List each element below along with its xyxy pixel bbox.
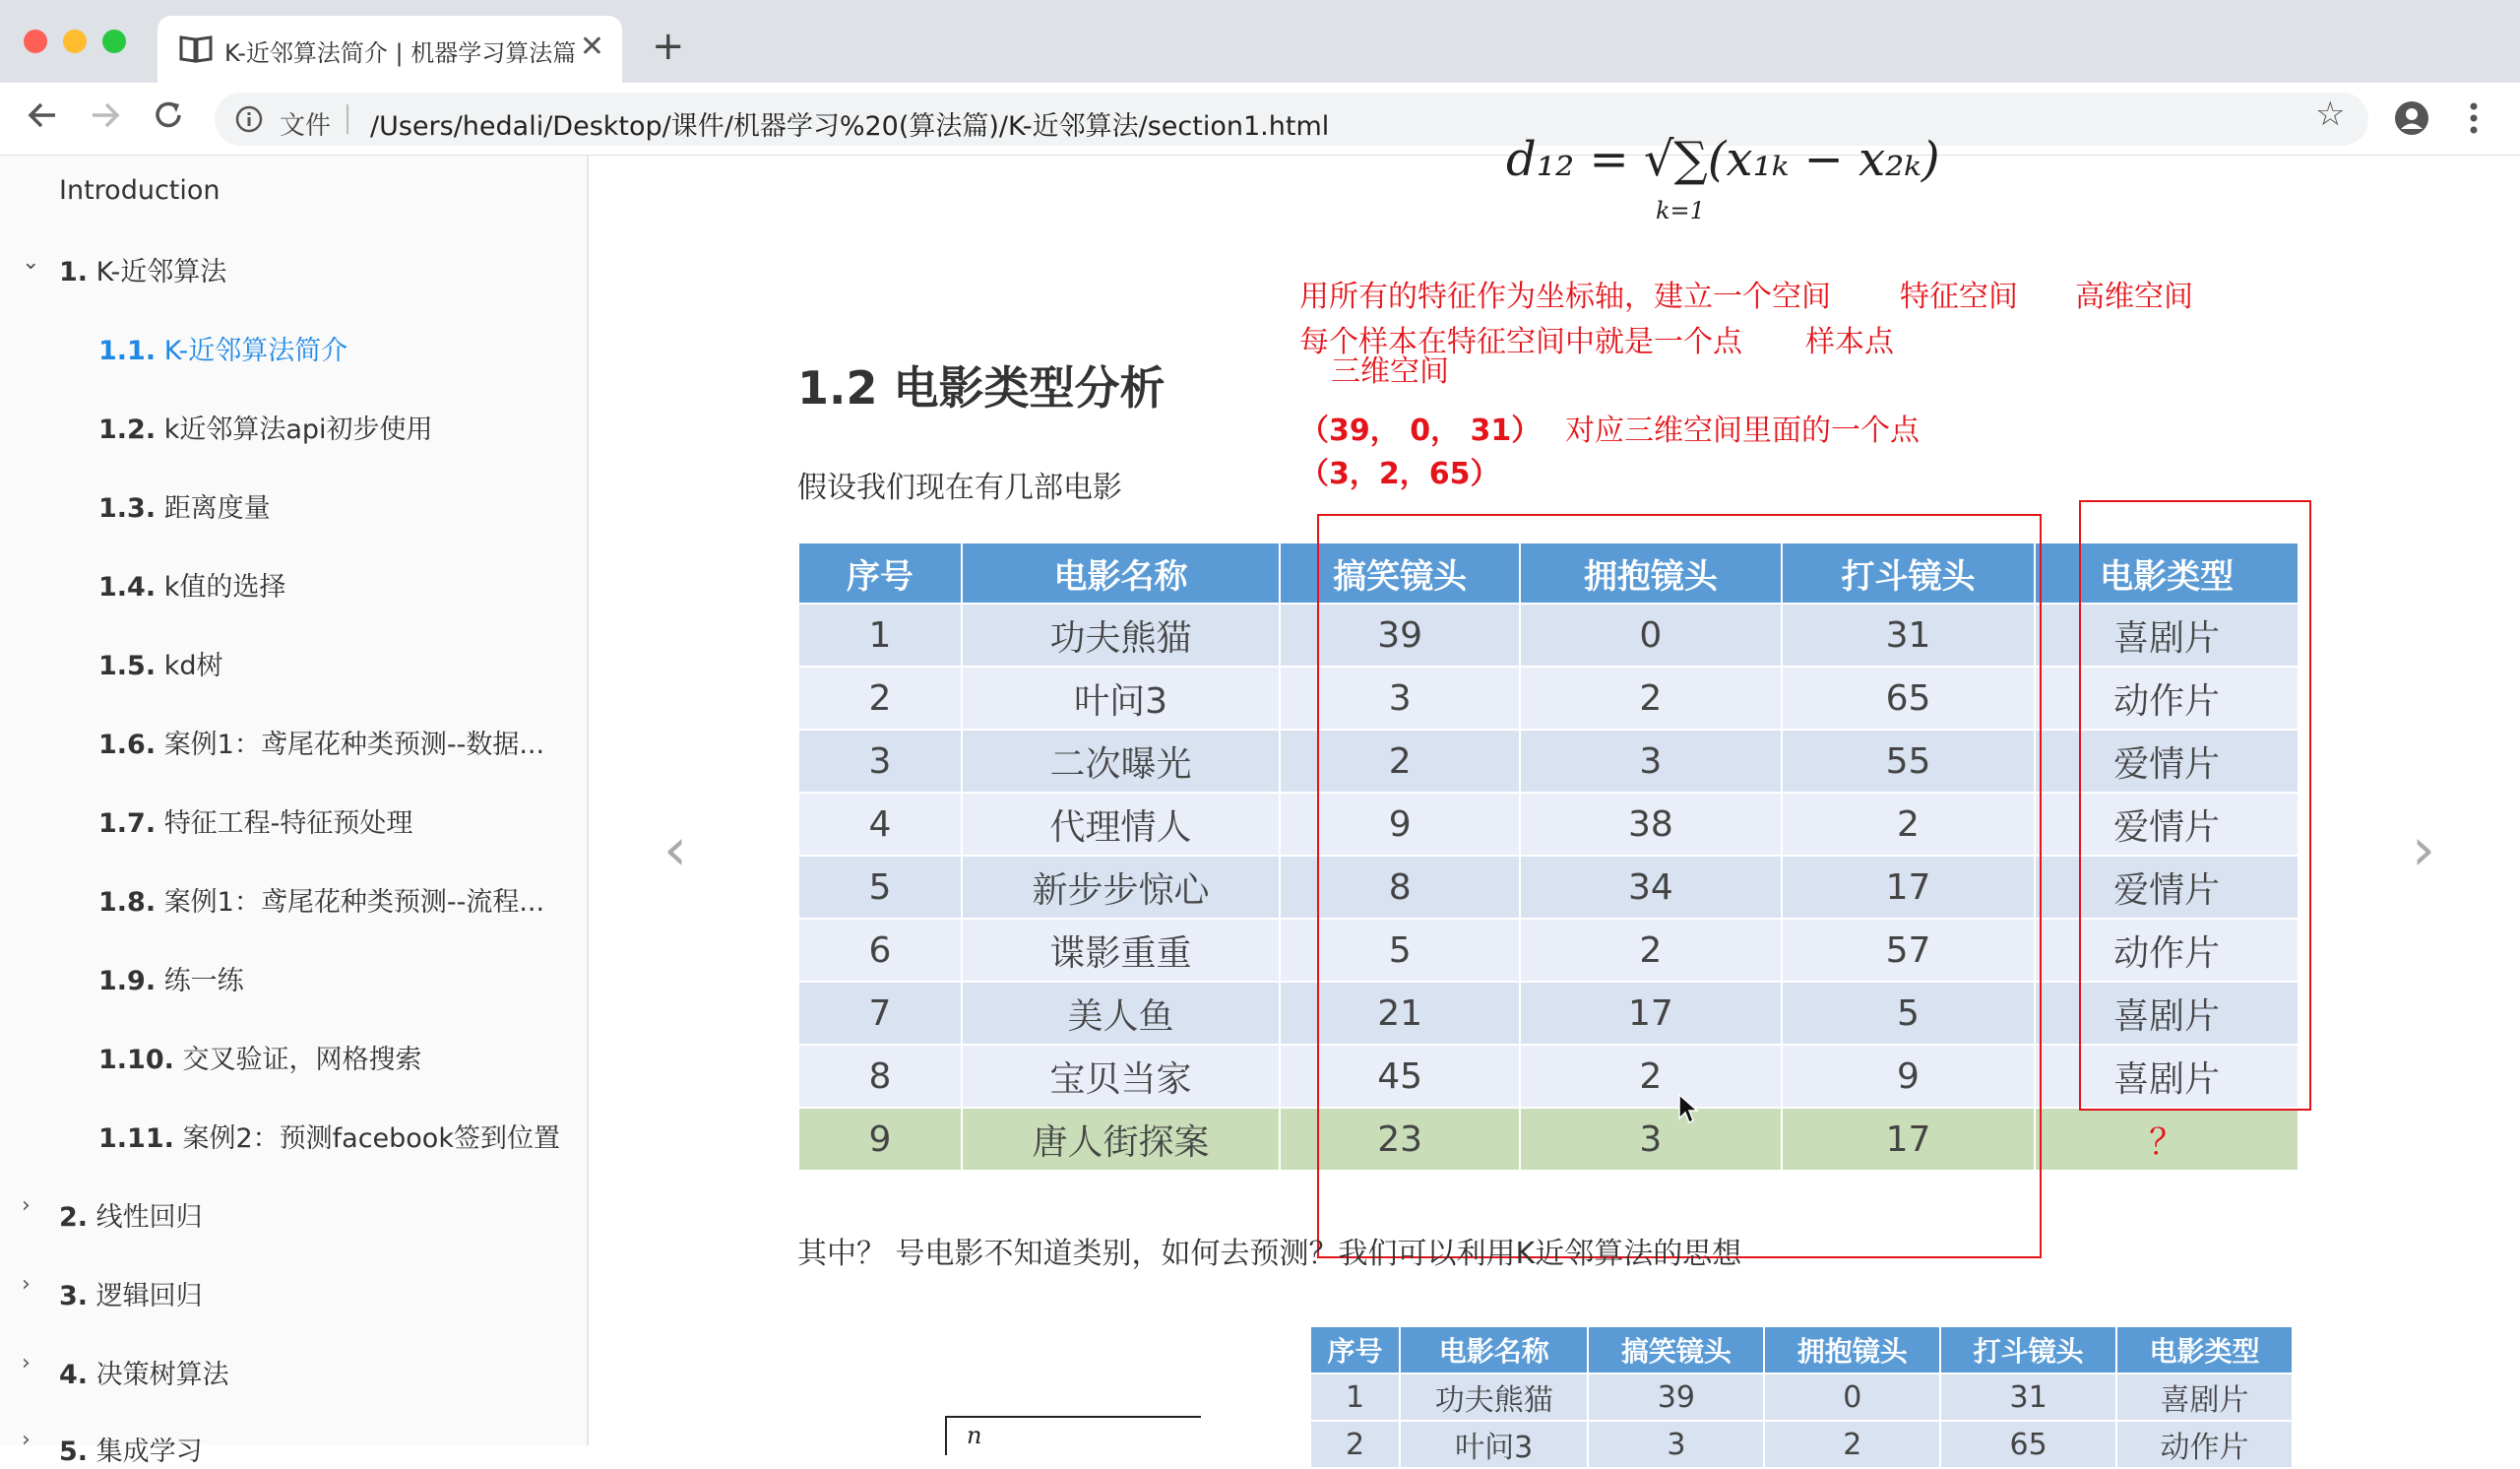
cell: 23 bbox=[1280, 1108, 1520, 1171]
browser-tab[interactable] bbox=[158, 16, 622, 83]
item-label: 案例1：鸢尾花种类预测--流程... bbox=[163, 887, 545, 918]
sidebar-item-introduction[interactable]: Introduction bbox=[59, 175, 220, 206]
item-label: k值的选择 bbox=[163, 572, 286, 603]
section-title: 1.2 电影类型分析 bbox=[797, 361, 1166, 415]
menu-kebab-icon[interactable] bbox=[2469, 100, 2479, 145]
sidebar-item-1-4[interactable] bbox=[98, 565, 285, 604]
chapter-number: 3. bbox=[59, 1281, 89, 1311]
col-header: 搞笑镜头 bbox=[1280, 543, 1520, 604]
chapter-number: 4. bbox=[59, 1360, 89, 1390]
note-sample-point: 每个样本在特征空间中就是一个点 bbox=[1299, 325, 1742, 359]
cell: 38 bbox=[1520, 793, 1782, 856]
book-sidebar bbox=[0, 156, 589, 1467]
item-number: 1.1. bbox=[98, 336, 157, 366]
url-text[interactable]: /Users/hedali/Desktop/课件/机器学习%20(算法篇)/K-近邻算法/section1.html bbox=[370, 111, 1330, 142]
cell: 9 bbox=[1782, 1045, 2036, 1108]
intro-text: 假设我们现在有几部电影 bbox=[797, 471, 1122, 505]
cell: 2 bbox=[1280, 730, 1520, 793]
note-high-dim-space: 高维空间 bbox=[2075, 280, 2193, 314]
movie-table-small bbox=[1309, 1325, 2294, 1469]
item-number: 1.8. bbox=[98, 887, 157, 918]
sidebar-item-1-10[interactable] bbox=[98, 1038, 421, 1076]
col-header: 拥抱镜头 bbox=[1764, 1326, 1940, 1373]
profile-avatar-icon[interactable] bbox=[2394, 100, 2429, 145]
chapter-number: 1. bbox=[59, 257, 89, 287]
item-label: 练一练 bbox=[163, 966, 244, 996]
cell: 美人鱼 bbox=[962, 982, 1281, 1045]
col-header: 电影类型 bbox=[2035, 543, 2299, 604]
cell: 叶问3 bbox=[962, 667, 1281, 730]
cell: 4 bbox=[798, 793, 962, 856]
chevron-right-icon[interactable]: › bbox=[22, 1193, 31, 1218]
chapter-label: 逻辑回归 bbox=[95, 1281, 203, 1311]
cell: 3 bbox=[1280, 667, 1520, 730]
file-label: 文件 bbox=[280, 111, 332, 141]
cell: 叶问3 bbox=[1400, 1421, 1588, 1468]
note-point-2: （3，2，65） bbox=[1299, 457, 1500, 491]
cell: 9 bbox=[1280, 793, 1520, 856]
sidebar-chapter-2[interactable] bbox=[59, 1195, 203, 1234]
cell: 31 bbox=[1940, 1373, 2116, 1421]
item-label: 距离度量 bbox=[163, 493, 271, 524]
table-row bbox=[1310, 1421, 2293, 1468]
cell: 宝贝当家 bbox=[962, 1045, 1281, 1108]
sidebar-item-1-3[interactable] bbox=[98, 486, 271, 525]
unknown-type-cell: ？ bbox=[2035, 1108, 2299, 1171]
reload-icon[interactable] bbox=[152, 98, 185, 141]
cell: 21 bbox=[1280, 982, 1520, 1045]
cell: 二次曝光 bbox=[962, 730, 1281, 793]
sidebar-item-1-5[interactable] bbox=[98, 644, 222, 682]
item-number: 1.9. bbox=[98, 966, 157, 996]
cell: 8 bbox=[798, 1045, 962, 1108]
item-number: 1.4. bbox=[98, 572, 157, 603]
sidebar-item-1-11[interactable] bbox=[98, 1117, 560, 1155]
formula-subscript: k=1 bbox=[1656, 197, 1705, 224]
sidebar-item-1-9[interactable] bbox=[98, 959, 244, 997]
sidebar-item-1-2[interactable] bbox=[98, 408, 433, 446]
new-tab-button[interactable]: + bbox=[652, 24, 685, 69]
cell: 喜剧片 bbox=[2035, 604, 2299, 667]
cell: 55 bbox=[1782, 730, 2036, 793]
sidebar-chapter-1[interactable] bbox=[59, 250, 226, 288]
chapter-label: K-近邻算法 bbox=[95, 257, 227, 287]
book-icon bbox=[179, 33, 213, 67]
cell: 1 bbox=[1310, 1373, 1400, 1421]
cell: 7 bbox=[798, 982, 962, 1045]
close-tab-icon[interactable]: ✕ bbox=[579, 30, 604, 64]
chapter-label: 线性回归 bbox=[95, 1202, 203, 1233]
table-header-row bbox=[1310, 1326, 2293, 1373]
chevron-right-icon[interactable]: › bbox=[22, 1272, 31, 1297]
cell: 39 bbox=[1280, 604, 1520, 667]
item-label: 特征工程-特征预处理 bbox=[163, 808, 413, 839]
cell: 3 bbox=[798, 730, 962, 793]
note-3d-space: 三维空间 bbox=[1331, 354, 1449, 389]
chapter-number: 5. bbox=[59, 1437, 89, 1467]
item-label: kd树 bbox=[163, 651, 223, 681]
sidebar-item-1-1[interactable] bbox=[98, 329, 347, 367]
col-header: 打斗镜头 bbox=[1940, 1326, 2116, 1373]
item-label: k近邻算法api初步使用 bbox=[163, 415, 433, 445]
cell: 45 bbox=[1280, 1045, 1520, 1108]
note-point-desc: 对应三维空间里面的一个点 bbox=[1565, 414, 1920, 448]
chevron-down-icon[interactable]: ⌄ bbox=[22, 250, 40, 275]
cell: 喜剧片 bbox=[2035, 1045, 2299, 1108]
formula-n: n bbox=[967, 1422, 982, 1449]
col-header: 序号 bbox=[1310, 1326, 1400, 1373]
cell: 17 bbox=[1520, 982, 1782, 1045]
cell: 57 bbox=[1782, 919, 2036, 982]
sidebar-item-1-7[interactable] bbox=[98, 801, 412, 840]
col-header: 序号 bbox=[798, 543, 962, 604]
cell: 2 bbox=[1520, 1045, 1782, 1108]
cell: 3 bbox=[1520, 1108, 1782, 1171]
item-label: 案例1：鸢尾花种类预测--数据... bbox=[163, 730, 545, 760]
cell: 爱情片 bbox=[2035, 793, 2299, 856]
chapter-number: 2. bbox=[59, 1202, 89, 1233]
mouse-cursor-icon bbox=[1677, 1093, 1699, 1128]
cell: 5 bbox=[798, 856, 962, 919]
bookmark-star-icon[interactable]: ☆ bbox=[2315, 95, 2346, 134]
col-header: 打斗镜头 bbox=[1782, 543, 2036, 604]
cell: 动作片 bbox=[2035, 667, 2299, 730]
cell: 3 bbox=[1588, 1421, 1764, 1468]
sidebar-item-1-8[interactable] bbox=[98, 880, 544, 919]
cell: 动作片 bbox=[2035, 919, 2299, 982]
cell: 功夫熊猫 bbox=[1400, 1373, 1588, 1421]
col-header: 电影名称 bbox=[962, 543, 1281, 604]
item-label: K-近邻算法简介 bbox=[163, 336, 348, 366]
cell: 2 bbox=[1764, 1421, 1940, 1468]
cell: 39 bbox=[1588, 1373, 1764, 1421]
cell: 1 bbox=[798, 604, 962, 667]
item-number: 1.5. bbox=[98, 651, 157, 681]
minimize-window-button[interactable] bbox=[63, 30, 87, 53]
type-column-highlight bbox=[2079, 500, 2311, 1111]
item-number: 1.11. bbox=[98, 1123, 174, 1154]
cell: 代理情人 bbox=[962, 793, 1281, 856]
close-window-button[interactable] bbox=[24, 30, 47, 53]
col-header: 电影名称 bbox=[1400, 1326, 1588, 1373]
item-label: 交叉验证，网格搜索 bbox=[182, 1045, 422, 1075]
item-number: 1.10. bbox=[98, 1045, 174, 1075]
cell: 65 bbox=[1782, 667, 2036, 730]
cell: 5 bbox=[1280, 919, 1520, 982]
omnibox-divider bbox=[346, 104, 348, 134]
cell: 17 bbox=[1782, 1108, 2036, 1171]
sidebar-chapter-5[interactable] bbox=[59, 1430, 203, 1468]
sqrt-formula bbox=[945, 1416, 1201, 1455]
cell: 爱情片 bbox=[2035, 856, 2299, 919]
item-label: 案例2：预测facebook签到位置 bbox=[182, 1123, 560, 1154]
cell: 喜剧片 bbox=[2116, 1373, 2293, 1421]
zoom-window-button[interactable] bbox=[102, 30, 126, 53]
info-icon[interactable] bbox=[234, 104, 264, 138]
cell: 2 bbox=[1310, 1421, 1400, 1468]
cell: 31 bbox=[1782, 604, 2036, 667]
tab-title: K-近邻算法简介 | 机器学习算法篇 bbox=[224, 39, 577, 67]
cell: 8 bbox=[1280, 856, 1520, 919]
question-text: 其中？ 号电影不知道类别，如何去预测？我们可以利用K近邻算法的思想 bbox=[797, 1237, 1742, 1271]
cell: 17 bbox=[1782, 856, 2036, 919]
cell: 2 bbox=[1782, 793, 2036, 856]
cell: 2 bbox=[798, 667, 962, 730]
cell: 5 bbox=[1782, 982, 2036, 1045]
item-number: 1.7. bbox=[98, 808, 157, 839]
cell: 34 bbox=[1520, 856, 1782, 919]
cell: 爱情片 bbox=[2035, 730, 2299, 793]
cell: 0 bbox=[1764, 1373, 1940, 1421]
forward-icon[interactable] bbox=[89, 98, 122, 141]
chevron-right-icon[interactable]: › bbox=[22, 1351, 31, 1375]
cell: 动作片 bbox=[2116, 1421, 2293, 1468]
back-icon[interactable] bbox=[26, 98, 59, 141]
cell: 新步步惊心 bbox=[962, 856, 1281, 919]
sidebar-chapter-3[interactable] bbox=[59, 1274, 203, 1312]
cell: 3 bbox=[1520, 730, 1782, 793]
note-point-1: （39， 0， 31） bbox=[1299, 414, 1542, 448]
cell: 9 bbox=[798, 1108, 962, 1171]
address-bar[interactable] bbox=[215, 93, 2368, 146]
chevron-right-icon[interactable]: › bbox=[22, 1428, 31, 1452]
tab-bar bbox=[0, 0, 2520, 83]
cell: 谍影重重 bbox=[962, 919, 1281, 982]
item-number: 1.2. bbox=[98, 415, 157, 445]
item-number: 1.3. bbox=[98, 493, 157, 524]
item-number: 1.6. bbox=[98, 730, 157, 760]
cell: 6 bbox=[798, 919, 962, 982]
note-feature-space-term: 特征空间 bbox=[1900, 280, 2018, 314]
cell: 功夫熊猫 bbox=[962, 604, 1281, 667]
cell: 喜剧片 bbox=[2035, 982, 2299, 1045]
chapter-label: 决策树算法 bbox=[95, 1360, 229, 1390]
sidebar-item-1-6[interactable] bbox=[98, 723, 544, 761]
note-feature-space: 用所有的特征作为坐标轴，建立一个空间 bbox=[1299, 280, 1831, 314]
cell: 0 bbox=[1520, 604, 1782, 667]
browser-toolbar bbox=[0, 83, 2520, 156]
cell: 唐人街探案 bbox=[962, 1108, 1281, 1171]
page-content bbox=[591, 132, 2520, 1465]
cell: 2 bbox=[1520, 667, 1782, 730]
cell: 65 bbox=[1940, 1421, 2116, 1468]
cell: 2 bbox=[1520, 919, 1782, 982]
table-row bbox=[1310, 1373, 2293, 1421]
previous-page-arrow-icon[interactable]: ‹ bbox=[663, 815, 687, 884]
col-header: 电影类型 bbox=[2116, 1326, 2293, 1373]
chapter-label: 集成学习 bbox=[95, 1437, 203, 1467]
distance-formula: d₁₂ = √∑(x₁ₖ − x₂ₖ) bbox=[1506, 132, 1940, 187]
note-sample-point-term: 样本点 bbox=[1805, 325, 1894, 359]
col-header: 拥抱镜头 bbox=[1520, 543, 1782, 604]
col-header: 搞笑镜头 bbox=[1588, 1326, 1764, 1373]
next-page-arrow-icon[interactable]: › bbox=[2412, 815, 2435, 884]
feature-columns-highlight bbox=[1317, 514, 2042, 1258]
sidebar-chapter-4[interactable] bbox=[59, 1353, 229, 1391]
